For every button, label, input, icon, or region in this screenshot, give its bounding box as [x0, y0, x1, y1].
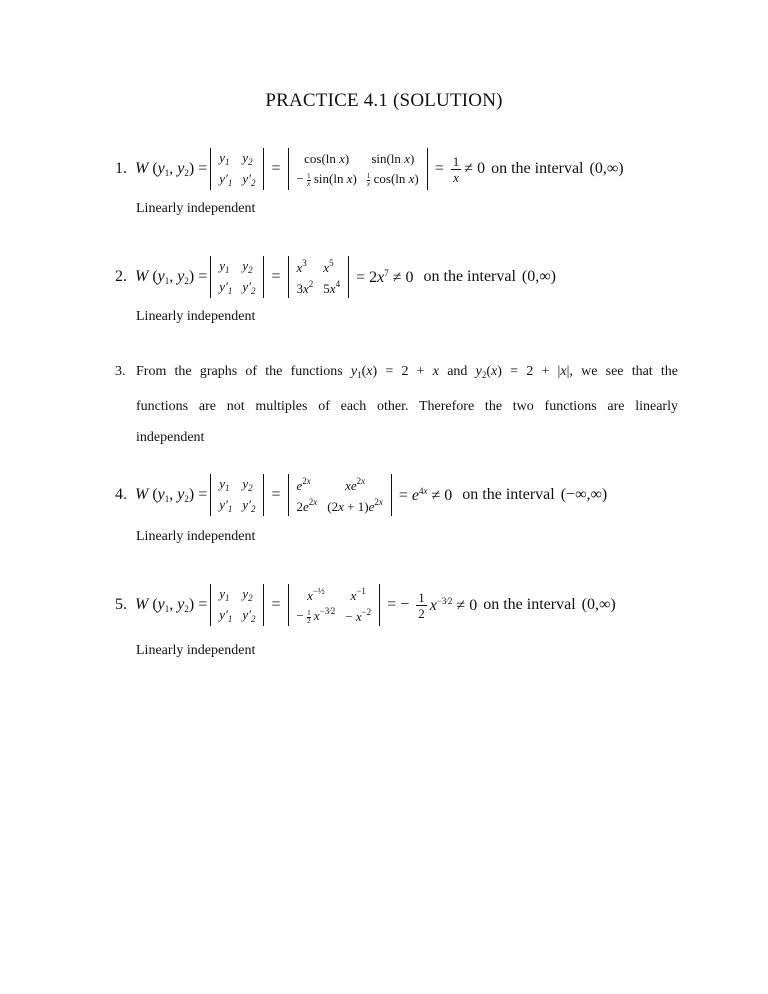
interval: (−∞,∞)	[560, 486, 608, 503]
interval-text: on the interval	[423, 268, 516, 285]
generic-determinant: $y_1$ $y_2$ $y'_1$ $y'_2$	[210, 256, 264, 298]
problem-3-line2: functions are not multiples of each other. Therefore the two functions are linearly	[136, 399, 678, 414]
generic-determinant: $y_1$ $y_2$ $y'_1$ $y'_2$	[210, 474, 264, 516]
interval: (0,∞)	[589, 160, 624, 177]
problem-number: 5.	[115, 596, 127, 613]
problem-1: 1. W ($y_1$, $y_2$) = $y_1$ $y_2$ $y'_1$ $y'_2$ = cos(ln x) sin(ln x) − $\frac{1}{x}$ sin(ln x) $\frac{1}{x}$ cos(ln x) = $\frac{1}{x}$ ≠ 0 on the interval (0,∞)	[115, 150, 624, 188]
conclusion-1: Linearly independent	[136, 201, 256, 216]
result-fraction: $\frac{1}{x}$	[452, 153, 460, 185]
interval-text: on the interval	[491, 160, 584, 177]
function-determinant: cos(ln x) sin(ln x) − $\frac{1}{x}$ sin(ln x) $\frac{1}{x}$ cos(ln x)	[288, 148, 428, 190]
problem-2: 2. W ($y_1$, $y_2$) = $y_1$ $y_2$ $y'_1$ $y'_2$ = $x^3$ $x^5$ $3x^2$ $5x^4$ = $2x^7 \ne 0$ on the interval (0,∞)	[115, 257, 556, 296]
wronskian-lhs: W ($y_1$, $y_2$) =	[135, 596, 208, 614]
conclusion-4: Linearly independent	[136, 529, 256, 544]
wronskian-lhs: W ($y_1$, $y_2$) =	[135, 486, 208, 504]
problem-3-line3: independent	[136, 430, 205, 445]
interval: (0,∞)	[581, 596, 616, 613]
interval-text: on the interval	[483, 596, 576, 613]
problem-number: 3.	[115, 364, 126, 379]
function-determinant: $x^{-\frac{1}{2}}$ $x^{-1}$ − $\frac{1}{2}$ $x^{-3⁄2}$ − $x^{-2}$	[288, 584, 381, 626]
problem-3: 3. From the graphs of the functions $y_1(x) = 2 + x$ and $y_2(x) = 2 + |x|$, we see that the functions are not multiples of each other. Therefore the two functions are linearly independent	[115, 356, 678, 453]
function-determinant: $x^3$ $x^5$ $3x^2$ $5x^4$	[288, 256, 350, 298]
wronskian-lhs: W ($y_1$, $y_2$) =	[135, 160, 208, 178]
problem-5: 5. W ($y_1$, $y_2$) = $y_1$ $y_2$ $y'_1$ $y'_2$ = $x^{-\frac{1}{2}}$ $x^{-1}$ − $\frac{1}{2}$ $x^{-3⁄2}$ − $x^{-2}$ = − $\frac{1}{2}$ $x^{-3⁄2} \ne 0$ on the interval (0,∞)	[115, 585, 616, 625]
wronskian-lhs: W ($y_1$, $y_2$) =	[135, 268, 208, 286]
conclusion-2: Linearly independent	[136, 309, 256, 324]
interval: (0,∞)	[521, 268, 556, 285]
problem-number: 1.	[115, 160, 127, 177]
function-determinant: $e^{2x}$ $xe^{2x}$ $2e^{2x}$ $(2x + 1)e^{2x}$	[288, 474, 392, 516]
problem-4: 4. W ($y_1$, $y_2$) = $y_1$ $y_2$ $y'_1$ $y'_2$ = $e^{2x}$ $xe^{2x}$ $2e^{2x}$ $(2x + 1)e^{2x}$ = $e^{4x} \ne 0$ on the interval (−∞,∞)	[115, 475, 608, 514]
generic-determinant: $y_1$ $y_2$ $y'_1$ $y'_2$	[210, 148, 264, 190]
interval-text: on the interval	[462, 486, 555, 503]
result-fraction: $\frac{1}{2}$	[418, 589, 425, 621]
problem-number: 2.	[115, 268, 127, 285]
page-title: PRACTICE 4.1 (SOLUTION)	[265, 90, 503, 111]
problem-number: 4.	[115, 486, 127, 503]
generic-determinant: $y_1$ $y_2$ $y'_1$ $y'_2$	[210, 584, 264, 626]
conclusion-5: Linearly independent	[136, 643, 256, 658]
